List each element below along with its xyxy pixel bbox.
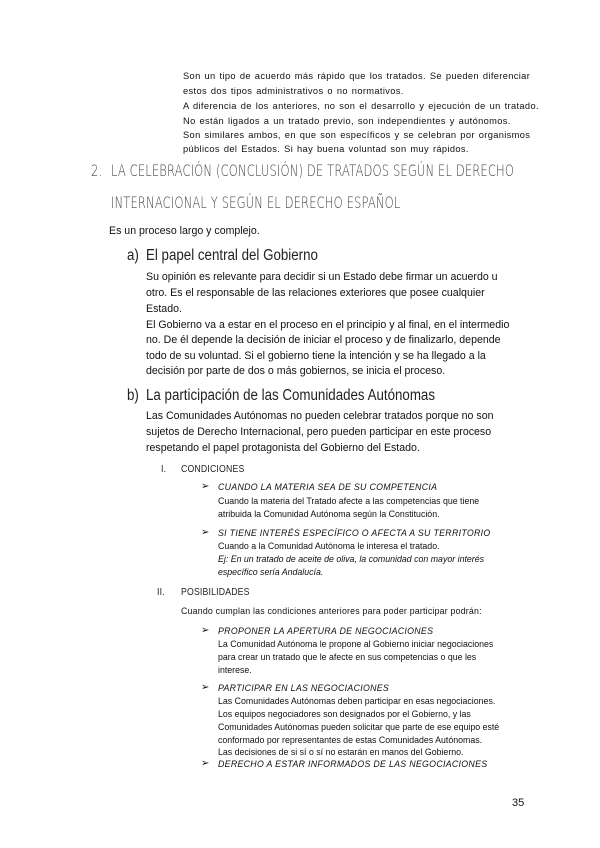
example-line: Ej: En un tratado de aceite de oliva, la comunidad con mayor interés	[218, 554, 485, 564]
possibility-title: PARTICIPAR EN LAS NEGOCIACIONES	[218, 683, 390, 693]
section-title-line-2: INTERNACIONAL Y SEGÚN EL DERECHO ESPAÑOL	[111, 193, 401, 212]
arrow-bullet-icon: ➢	[201, 682, 210, 693]
section-title-line-1: LA CELEBRACIÓN (CONCLUSIÓN) DE TRATADOS SEGÚN EL DERECHO	[111, 161, 515, 180]
possibility-line: conformado por representantes de estas Comunidades Autónomas.	[218, 735, 483, 745]
paragraph-line: Las Comunidades Autónomas no pueden celebrar tratados porque no son	[146, 410, 494, 422]
roman-i-title: CONDICIONES	[181, 464, 245, 475]
subsection-b-label: b)	[127, 387, 139, 404]
paragraph-line: Estado.	[146, 303, 182, 315]
condition-line: Cuando a la Comunidad Autónoma le interesa el tratado.	[218, 541, 440, 551]
possibility-line: interese.	[218, 665, 252, 675]
subsection-b-title: La participación de las Comunidades Autónomas	[146, 387, 436, 404]
intro-line: A diferencia de los anteriores, no son el desarrollo y ejecución de un tratado.	[183, 101, 539, 111]
possibility-line: Las Comunidades Autónomas deben participar en esas negociaciones.	[218, 696, 496, 706]
condition-title: SI TIENE INTERÉS ESPECÍFICO O AFECTA A SU TERRITORIO	[218, 528, 491, 538]
section-number: 2.	[91, 161, 103, 180]
paragraph-line: El Gobierno va a estar en el proceso en el principio y al final, en el intermedio	[146, 319, 510, 331]
condition-line: Cuando la materia del Tratado afecte a las competencias que tiene	[218, 496, 480, 506]
arrow-bullet-icon: ➢	[201, 527, 210, 538]
paragraph-line: sujetos de Derecho Internacional, pero pueden participar en este proceso	[146, 426, 492, 438]
possibility-title: DERECHO A ESTAR INFORMADOS DE LAS NEGOCIACIONES	[218, 759, 488, 769]
page-number: 35	[512, 797, 525, 809]
intro-line: Son un tipo de acuerdo más rápido que los tratados. Se pueden diferenciar	[183, 71, 531, 81]
possibility-line: Comunidades Autónomas pueden solicitar que parte de ese equipo esté	[218, 722, 500, 732]
possibility-line: Las decisiones de si sí o sí no estarán en manos del Gobierno.	[218, 747, 464, 757]
possibility-line: para crear un tratado que le afecte en sus competencias o que les	[218, 652, 477, 662]
intro-line: estos dos tipos administrativos o no normativos.	[183, 86, 404, 96]
paragraph-line: decisión por parte de dos o más gobiernos, se inicia el proceso.	[146, 365, 446, 377]
paragraph-line: no. De él depende la decisión de iniciar el proceso y de finalizarlo, depende	[146, 334, 501, 346]
arrow-bullet-icon: ➢	[201, 481, 210, 492]
example-line: específico sería Andalucía.	[218, 567, 324, 577]
arrow-bullet-icon: ➢	[201, 758, 210, 769]
roman-ii-title: POSIBILIDADES	[181, 587, 250, 598]
roman-ii-intro: Cuando cumplan las condiciones anteriores para poder participar podrán:	[181, 606, 482, 616]
arrow-bullet-icon: ➢	[201, 625, 210, 636]
possibility-line: La Comunidad Autónoma le propone al Gobierno iniciar negociaciones	[218, 639, 494, 649]
paragraph-line: otro. Es el responsable de las relaciones exteriores que posee cualquier	[146, 287, 485, 299]
intro-line: Son similares ambos, en que son específicos y se celebran por organismos	[183, 130, 531, 140]
condition-title: CUANDO LA MATERIA SEA DE SU COMPETENCIA	[218, 482, 438, 492]
intro-line: públicos del Estados. Si hay buena voluntad son muy rápidos.	[183, 144, 469, 154]
paragraph-line: todo de su voluntad. Si el gobierno tiene la intención y se ha llegado a la	[146, 350, 486, 362]
section-2-intro: Es un proceso largo y complejo.	[109, 225, 260, 237]
roman-i-numeral: I.	[161, 464, 167, 475]
possibility-line: Los equipos negociadores son designados por el Gobierno, y las	[218, 709, 471, 719]
possibility-title: PROPONER LA APERTURA DE NEGOCIACIONES	[218, 626, 434, 636]
paragraph-line: Su opinión es relevante para decidir si un Estado debe firmar un acuerdo u	[146, 271, 498, 283]
roman-ii-numeral: II.	[157, 587, 165, 598]
subsection-a-label: a)	[127, 247, 139, 264]
subsection-a-title: El papel central del Gobierno	[146, 247, 318, 264]
intro-line: No están ligados a un tratado previo, son independientes y autónomos.	[183, 116, 511, 126]
paragraph-line: respetando el papel protagonista del Gobierno del Estado.	[146, 442, 420, 454]
condition-line: atribuida la Comunidad Autónoma según la Constitución.	[218, 509, 440, 519]
